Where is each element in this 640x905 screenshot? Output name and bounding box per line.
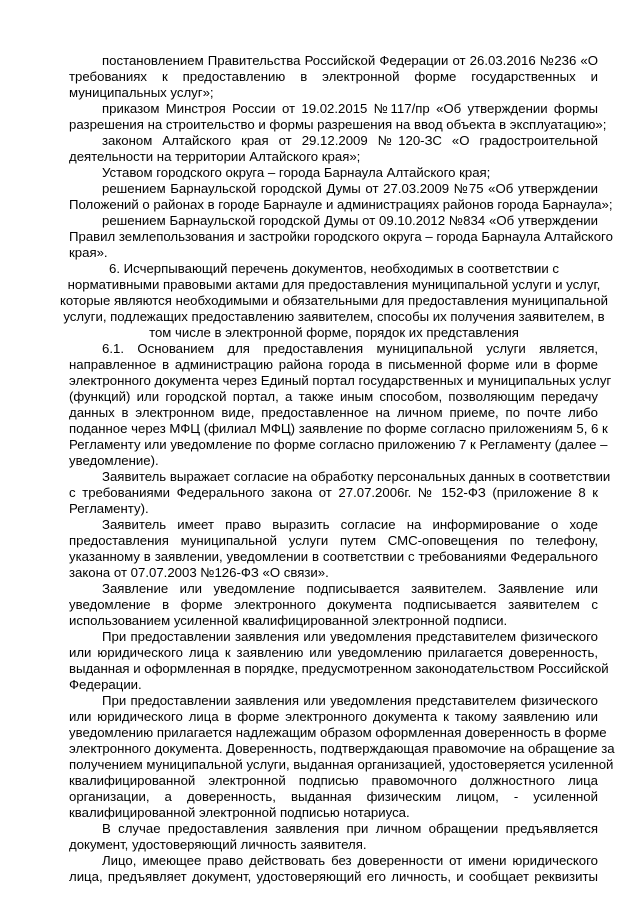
text-line: разрешения на строительство и формы разрешения на ввод объекта в эксплуатацию»; (69, 117, 607, 132)
text-line: том числе в электронной форме, порядок их представления (149, 325, 519, 340)
text-line: которые являются необходимыми и обязательными для предоставления муниципальной (60, 293, 609, 308)
text-line: электронного документа через Единый портал государственных и муниципальных услуг (69, 373, 612, 388)
text-line: с требованиями Федерального закона от 27.07.2006г. № 152-ФЗ (приложение 8 к (69, 485, 598, 500)
text-line: нормативными правовыми актами для предоставления муниципальной услуги и услуг, (67, 277, 601, 292)
text-line: уведомление в форме электронного документа подписывается заявителем с (69, 597, 598, 612)
text-line: требованиях к предоставлению в электронной форме государственных и (69, 69, 598, 84)
text-line: документ, удостоверяющий личность заявителя. (69, 837, 367, 852)
text-line: приказом Минстроя России от 19.02.2015 №117/пр «Об утверждении формы (102, 101, 598, 116)
text-line: края». (69, 245, 108, 260)
text-line: Правил землепользования и застройки городского округа – города Барнаула Алтайского (69, 229, 613, 244)
text-line: Заявитель имеет право выразить согласие на информирование о ходе (102, 517, 598, 532)
text-line: Регламенту или уведомление по форме согласно приложению 7 к Регламенту (далее – (69, 437, 608, 452)
text-line: 6. Исчерпывающий перечень документов, необходимых в соответствии с (109, 261, 559, 276)
text-line: направленное в администрацию района города в письменной форме или в форме (69, 357, 598, 372)
text-line: квалифицированной электронной подписью нотариуса. (69, 805, 410, 820)
text-line: уведомлению прилагается надлежащим образом оформленная доверенность в форме (69, 725, 607, 740)
text-line: В случае предоставления заявления при личном обращении предъявляется (102, 821, 598, 836)
text-line: деятельности на территории Алтайского края»; (69, 149, 361, 164)
text-line: квалифицированной электронной подписью правомочного должностного лица (69, 773, 598, 788)
text-line: лица, предъявляет документ, удостоверяющий его личность, и сообщает реквизиты (69, 869, 598, 884)
text-line: предоставления муниципальной услуги путем СМС-оповещения по телефону, (69, 533, 598, 548)
text-line: Положений о районах в городе Барнауле и администрациях районов города Барнаула»; (69, 197, 613, 212)
text-line: Регламенту). (69, 501, 149, 516)
text-line: решением Барнаульской городской Думы от 09.10.2012 №834 «Об утверждении (102, 213, 598, 228)
text-line: получением муниципальной услуги, выданная организацией, удостоверяется усиленной (69, 757, 614, 772)
text-line: При предоставлении заявления или уведомления представителем физического (102, 629, 598, 644)
text-line: Лицо, имеющее право действовать без доверенности от имени юридического (102, 853, 598, 868)
text-line: указанному в заявлении, уведомлении в соответствии с требованиями Федерального (69, 549, 598, 564)
text-line: При предоставлении заявления или уведомления представителем физического (102, 693, 598, 708)
text-line: закона от 07.07.2003 №126-ФЗ «О связи». (69, 565, 329, 580)
text-line: 6.1. Основанием для предоставления муниципальной услуги является, (102, 341, 598, 356)
text-line: муниципальных услуг»; (69, 85, 214, 100)
text-line: Уставом городского округа – города Барнаула Алтайского края; (102, 165, 491, 180)
text-line: решением Барнаульской городской Думы от 27.03.2009 №75 «Об утверждении (102, 181, 598, 196)
text-line: или юридического лица в форме электронного документа к такому заявлению или (69, 709, 598, 724)
text-line: постановлением Правительства Российской Федерации от 26.03.2016 №236 «О (102, 53, 598, 68)
text-line: электронного документа. Доверенность, подтверждающая правомочие на обращение за (69, 741, 615, 756)
text-line: (функций) или городской портал, а также иным способом, позволяющим передачу (69, 389, 598, 404)
text-line: организации, а доверенность, выданная физическим лицом, - усиленной (69, 789, 598, 804)
text-line: использованием усиленной квалифицированной электронной подписи. (69, 613, 508, 628)
text-line: выданная и оформленная в порядке, предусмотренном законодательством Российской (69, 661, 609, 676)
text-line: Заявление или уведомление подписывается заявителем. Заявление или (102, 581, 598, 596)
text-line: данных в электронном виде, предоставленное на личном приеме, по почте либо (69, 405, 598, 420)
text-line: законом Алтайского края от 29.12.2009 №120-ЗС «О градостроительной (102, 133, 598, 148)
text-line: уведомление). (69, 453, 159, 468)
text-line: поданное через МФЦ (филиал МФЦ) заявление по форме согласно приложениям 5, 6 к (69, 421, 608, 436)
text-line: Федерации. (69, 677, 142, 692)
text-line: или юридического лица к заявлению или уведомлению прилагается доверенность, (69, 645, 598, 660)
text-line: Заявитель выражает согласие на обработку персональных данных в соответствии (102, 469, 611, 484)
text-line: услуги, подлежащих предоставлению заявителем, способы их получения заявителем, в (63, 309, 605, 324)
